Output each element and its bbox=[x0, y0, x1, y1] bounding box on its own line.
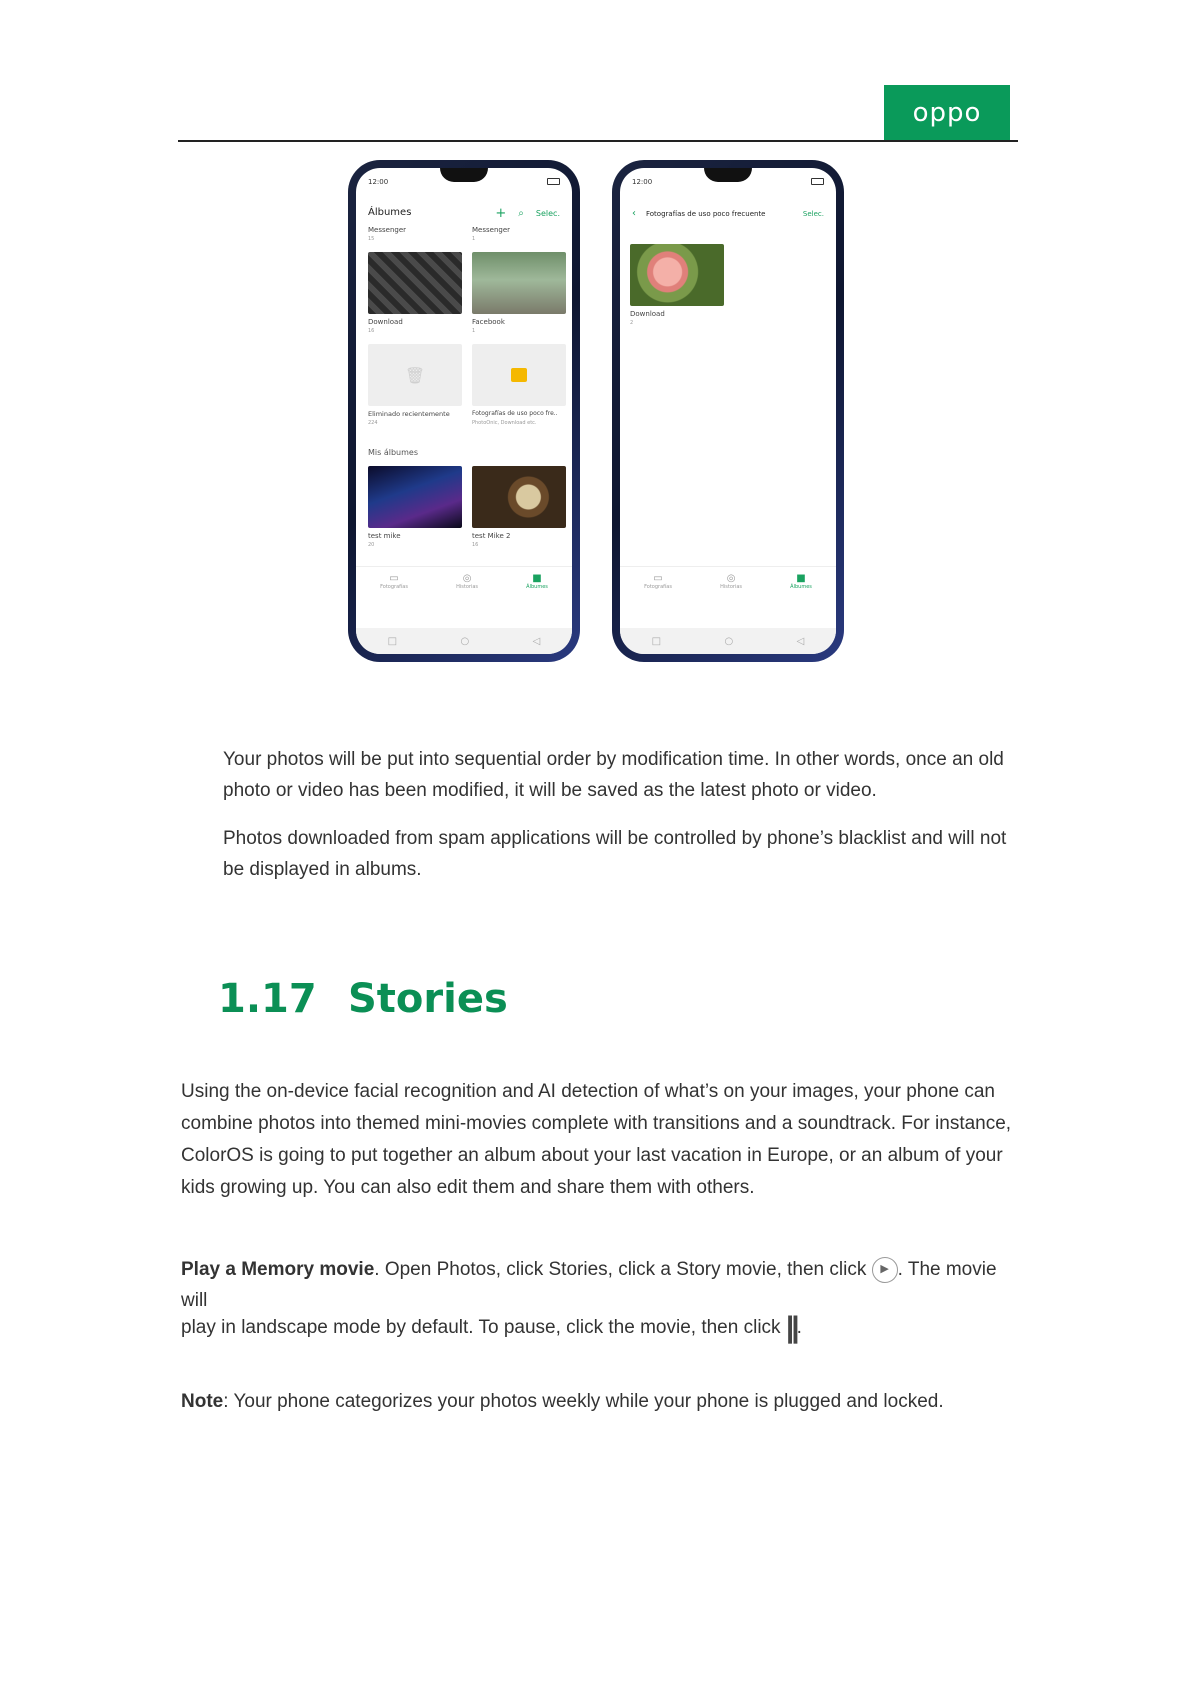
albums-title: Álbumes bbox=[368, 207, 412, 218]
album-label: Eliminado recientemente bbox=[368, 410, 450, 418]
album-thumbnail-download[interactable] bbox=[368, 252, 462, 314]
album-thumbnail-test-mike-2[interactable] bbox=[472, 466, 566, 528]
pause-instruction-text: play in landscape mode by default. To pause, click the movie, then click bbox=[181, 1317, 781, 1338]
recent-apps-icon[interactable]: □ bbox=[651, 635, 662, 647]
section-title: Stories bbox=[348, 976, 508, 1022]
paragraph-spam-blacklist: Photos downloaded from spam applications will be controlled by phone’s blacklist and will not be displayed in albums. bbox=[223, 828, 1007, 880]
back-icon[interactable]: ◁ bbox=[532, 635, 541, 647]
recent-apps-icon[interactable]: □ bbox=[387, 635, 398, 647]
album-count: 16 bbox=[368, 328, 375, 334]
phone-screen bbox=[356, 168, 572, 654]
home-icon[interactable]: ○ bbox=[724, 635, 734, 647]
album-count: 1 bbox=[472, 328, 476, 334]
note-text: : Your phone categorizes your photos weekly while your phone is plugged and locked. bbox=[223, 1391, 944, 1412]
tab-albums[interactable]: ■ Álbumes bbox=[790, 572, 812, 590]
album-label: test mike bbox=[368, 532, 401, 540]
album-label: Fotografías de uso poco fre.. bbox=[472, 410, 558, 417]
image-icon: ▭ bbox=[653, 572, 663, 584]
album-thumbnail-test-mike[interactable] bbox=[368, 466, 462, 528]
play-memory-line-1 bbox=[181, 1254, 1021, 1316]
system-nav-bar bbox=[356, 628, 572, 654]
stories-icon: ◎ bbox=[462, 572, 472, 584]
album-label: test Mike 2 bbox=[472, 532, 511, 540]
play-memory-line-2 bbox=[181, 1312, 1021, 1343]
album-count: 224 bbox=[368, 420, 378, 426]
album-count: 2 bbox=[630, 320, 634, 326]
section-number: 1.17 bbox=[218, 976, 317, 1022]
album-count: 16 bbox=[472, 542, 479, 548]
album-thumbnail-deleted[interactable] bbox=[368, 344, 462, 406]
folder-icon bbox=[511, 368, 527, 382]
album-label: Messenger bbox=[368, 226, 407, 234]
back-arrow-icon[interactable]: ‹ bbox=[632, 208, 636, 219]
tab-stories[interactable]: ◎ Historias bbox=[720, 572, 743, 590]
play-instruction-text: . The movie will bbox=[181, 1259, 997, 1311]
image-icon: ▭ bbox=[389, 572, 399, 584]
trash-icon: 🗑 bbox=[404, 365, 426, 385]
battery-icon bbox=[811, 178, 824, 185]
paragraph-stories-intro: Using the on-device facial recognition and AI detection of what’s on your images, your phone can combine photos into themed mini-movies complete with transitions and a soundtrack. For instance, ColorOS is going to put together an album about your last vacation in Europe, or an album of your kids growing up. You can also edit them and share them with others. bbox=[181, 1081, 1012, 1198]
search-icon[interactable]: ⌕ bbox=[518, 208, 524, 219]
system-nav-bar bbox=[620, 628, 836, 654]
play-memory-bold: Play a Memory movie bbox=[181, 1259, 375, 1280]
tab-stories[interactable]: ◎ Historias bbox=[456, 572, 479, 590]
header-divider bbox=[178, 140, 1018, 142]
tab-photos[interactable]: ▭ Fotografías bbox=[644, 572, 672, 590]
photo-thumbnail-download[interactable] bbox=[630, 244, 724, 306]
album-title: Fotografías de uso poco frecuente bbox=[646, 210, 766, 218]
bottom-tab-bar bbox=[620, 566, 836, 595]
note-paragraph bbox=[181, 1386, 1021, 1417]
album-count: 15 bbox=[368, 236, 375, 242]
pause-instruction-text: . bbox=[796, 1317, 802, 1338]
album-label: Messenger bbox=[472, 226, 511, 234]
play-instruction-text: . Open Photos, click Stories, click a Story movie, then click bbox=[374, 1259, 867, 1280]
paragraph-sort-order: Your photos will be put into sequential order by modification time. In other words, once an old photo or video has been modified, it will be saved as the latest photo or video. bbox=[223, 749, 1004, 801]
tab-photos[interactable]: ▭ Fotografías bbox=[380, 572, 408, 590]
albums-icon: ■ bbox=[532, 572, 542, 584]
status-time: 12:00 bbox=[368, 178, 389, 186]
tab-albums[interactable]: ■ Álbumes bbox=[526, 572, 548, 590]
album-count: PhotoOnic, Download etc. bbox=[472, 420, 537, 426]
phone-screen bbox=[620, 168, 836, 654]
album-thumbnail-infrequent[interactable] bbox=[472, 344, 566, 406]
home-icon[interactable]: ○ bbox=[460, 635, 470, 647]
my-albums-heading: Mis álbumes bbox=[368, 448, 418, 457]
toolbar-actions bbox=[495, 206, 560, 221]
pause-icon: || bbox=[785, 1311, 797, 1345]
status-bar bbox=[368, 178, 560, 186]
album-thumbnail-facebook[interactable] bbox=[472, 252, 566, 314]
album-label: Facebook bbox=[472, 318, 505, 326]
phone-infrequent-album-screenshot bbox=[612, 160, 844, 662]
albums-icon: ■ bbox=[796, 572, 806, 584]
plus-icon[interactable]: + bbox=[495, 206, 507, 221]
status-bar bbox=[632, 178, 824, 186]
oppo-logo: oppo bbox=[884, 85, 1010, 140]
bottom-tab-bar bbox=[356, 566, 572, 595]
album-count: 1 bbox=[472, 236, 476, 242]
album-label: Download bbox=[368, 318, 403, 326]
status-time: 12:00 bbox=[632, 178, 653, 186]
album-label: Download bbox=[630, 310, 665, 318]
battery-icon bbox=[547, 178, 560, 185]
play-icon: ▶ bbox=[872, 1257, 898, 1283]
select-button[interactable]: Selec. bbox=[535, 209, 560, 218]
phone-albums-screenshot bbox=[348, 160, 580, 662]
back-icon[interactable]: ◁ bbox=[796, 635, 805, 647]
album-count: 20 bbox=[368, 542, 375, 548]
stories-icon: ◎ bbox=[726, 572, 736, 584]
select-button[interactable]: Selec. bbox=[802, 210, 824, 218]
note-bold: Note bbox=[181, 1391, 224, 1412]
